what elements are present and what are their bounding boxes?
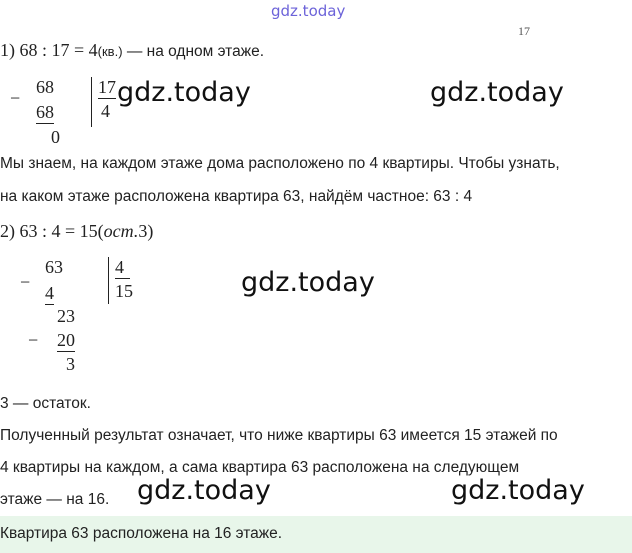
division1-vertical-line — [91, 77, 92, 127]
division1-quotient: 4 — [101, 101, 110, 121]
watermark-4: gdz.today — [137, 475, 271, 506]
header-fragment: 17 — [518, 24, 530, 38]
division1-minus: − — [10, 88, 21, 108]
division1-remainder: 0 — [51, 127, 60, 147]
step2-tail: 3) — [138, 221, 154, 241]
division2-vertical-line — [108, 257, 109, 304]
watermark-2: gdz.today — [430, 77, 564, 108]
paragraph2-line2: 4 квартиры на каждом, а сама квартира 63 расположена на следующем — [0, 459, 520, 476]
watermark-3: gdz.today — [241, 267, 375, 298]
watermark-5: gdz.today — [451, 475, 585, 506]
step1-unit: (кв.) — [97, 44, 123, 59]
paragraph1-line2: на каком этаже расположена квартира 63, найдём частное: 63 : 4 — [0, 188, 473, 205]
division2-remainder: 3 — [66, 354, 75, 374]
division2-partial: 23 — [57, 306, 75, 326]
step1-tail: — на одном этаже. — [122, 43, 265, 60]
division2-subtrahend2: 20 — [57, 330, 75, 350]
division2-minus2: − — [28, 330, 39, 350]
division2-divisor: 4 — [115, 257, 130, 279]
division1-dividend: 68 — [36, 77, 54, 97]
answer-text: Квартира 63 расположена на 16 этаже. — [0, 525, 283, 542]
step1-number: 1) — [0, 40, 15, 60]
step2-number: 2) — [0, 221, 15, 241]
step2-line — [0, 221, 153, 242]
division2-subtrahend1: 4 — [45, 283, 54, 303]
step2-expression: 63 : 4 = 15( — [19, 221, 104, 241]
division2-dividend: 63 — [45, 257, 63, 277]
paragraph1-line1: Мы знаем, на каждом этаже дома расположено по 4 квартиры. Чтобы узнать, — [0, 155, 560, 172]
division1-divisor: 17 — [98, 77, 116, 97]
paragraph2-line3: этаже — на 16. — [0, 491, 110, 508]
step2-remainder-note: ост. — [103, 221, 139, 241]
paragraph2-line1: Полученный результат означает, что ниже квартиры 63 имеется 15 этажей по — [0, 427, 558, 444]
division1-subtrahend: 68 — [36, 102, 54, 122]
watermark-1: gdz.today — [117, 77, 251, 108]
step1-line — [0, 40, 264, 61]
remainder-line: 3 — остаток. — [0, 395, 91, 412]
step1-expression: 68 : 17 = 4 — [19, 40, 98, 60]
answer-box — [0, 516, 632, 553]
site-logo[interactable]: gdz.today — [271, 2, 346, 20]
division2-minus1: − — [20, 272, 31, 292]
division2-quotient: 15 — [115, 281, 133, 301]
